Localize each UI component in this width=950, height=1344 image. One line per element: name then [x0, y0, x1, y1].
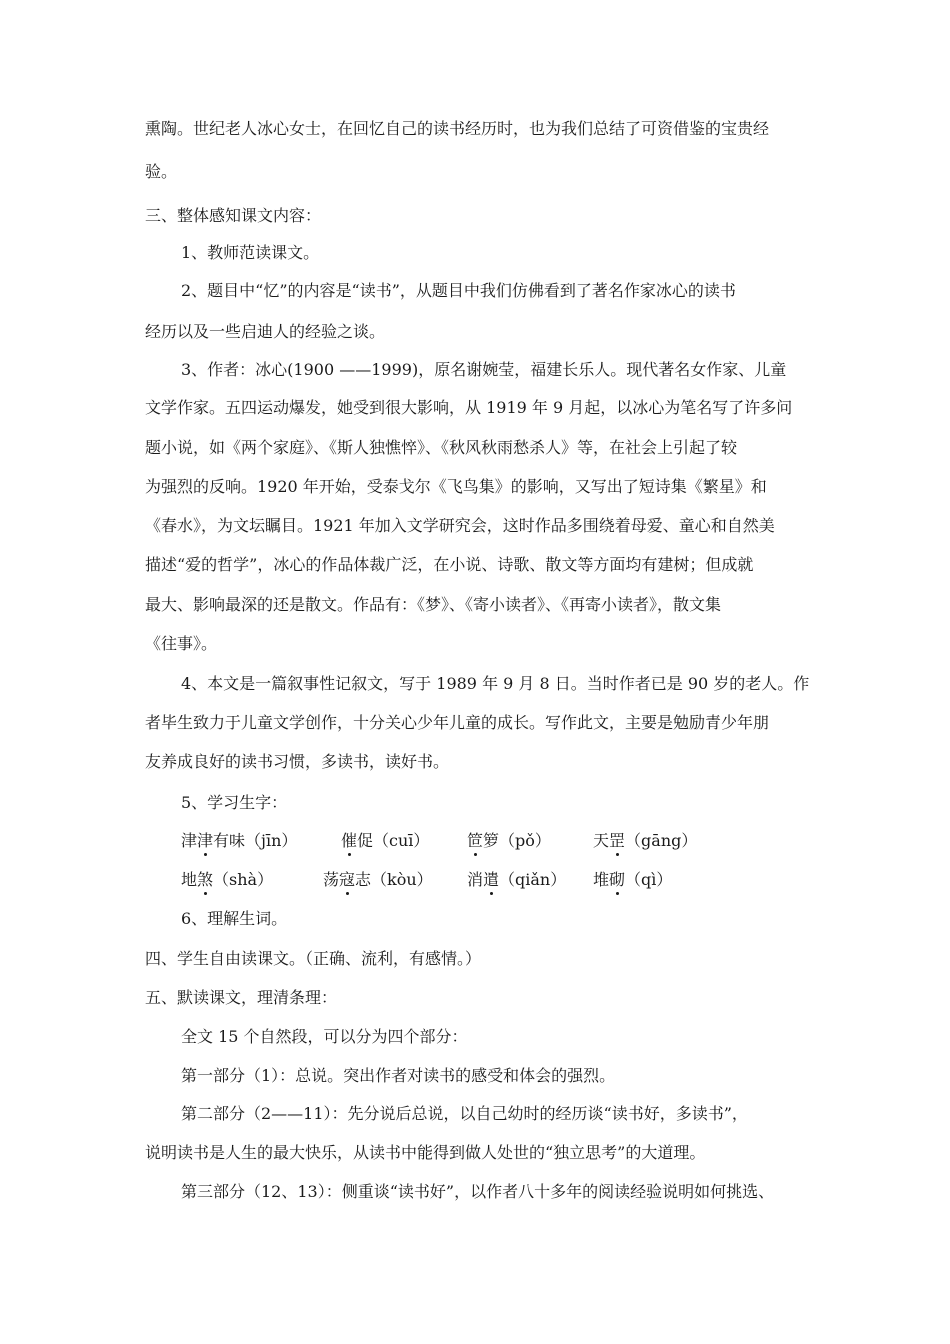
section-heading: 三、整体感知课文内容： — [145, 206, 322, 225]
text-line: 最大、影响最深的还是散文。作品有：《梦》、《寄小读者》、《再寄小读者》，散文集 — [145, 595, 722, 614]
text-line: 友养成良好的读书习惯，多读书，读好书。 — [145, 752, 450, 771]
vocab-item: 天罡（gāng） — [593, 831, 698, 850]
text-line: 验。 — [145, 162, 178, 181]
section-heading: 五、默读课文，理清条理： — [145, 988, 338, 1007]
text-line: 1、教师范读课文。 — [181, 243, 320, 262]
text-line: 全文 15 个自然段，可以分为四个部分： — [181, 1027, 468, 1046]
text-line: 《往事》。 — [145, 634, 218, 653]
text-line: 2、题目中“忆”的内容是“读书”，从题目中我们仿佛看到了著名作家冰心的读书 — [181, 281, 736, 300]
text-line: 4、本文是一篇叙事性记叙文，写于 1989 年 9 月 8 日。当时作者已是 90 岁的老人。作 — [181, 674, 810, 693]
text-line: 说明读书是人生的最大快乐，从读书中能得到做人处世的“独立思考”的大道理。 — [145, 1143, 706, 1162]
text-line: 为强烈的反响。1920 年开始，受泰戈尔《飞鸟集》的影响，又写出了短诗集《繁星》和 — [145, 477, 767, 496]
text-line: 者毕生致力于儿童文学创作，十分关心少年儿童的成长。写作此文，主要是勉励青少年朋 — [145, 713, 770, 732]
text-line: 文学作家。五四运动爆发，她受到很大影响，从 1919 年 9 月起，以冰心为笔名写了许多问 — [145, 398, 793, 417]
text-line: 题小说，如《两个家庭》、《斯人独憔悴》、《秋风秋雨愁杀人》等，在社会上引起了较 — [145, 438, 738, 457]
section-heading: 四、学生自由读课文。（正确、流利，有感情。） — [145, 949, 482, 968]
text-line: 熏陶。世纪老人冰心女士，在回忆自己的读书经历时，也为我们总结了可资借鉴的宝贵经 — [145, 119, 770, 138]
text-line: 经历以及一些启迪人的经验之谈。 — [145, 322, 386, 341]
text-line: 第一部分（1）：总说。突出作者对读书的感受和体会的强烈。 — [181, 1066, 616, 1085]
vocab-item: 催促（cuī） — [341, 831, 430, 850]
text-line: 6、理解生词。 — [181, 909, 288, 928]
vocab-item: 津津有味（jīn） — [181, 831, 298, 850]
text-line: 第三部分（12、13）：侧重谈“读书好”，以作者八十多年的阅读经验说明如何挑选、 — [181, 1182, 775, 1201]
text-line: 第二部分（2——11）：先分说后总说，以自己幼时的经历谈“读书好，多读书”， — [181, 1104, 748, 1123]
vocab-item: 地煞（shà） — [181, 870, 274, 889]
vocab-item: 堆砌（qì） — [593, 870, 673, 889]
section-heading: 5、学习生字： — [181, 793, 288, 812]
vocab-item: 消遣（qiǎn） — [467, 870, 567, 889]
vocab-item: 笸箩（pǒ） — [467, 831, 551, 850]
text-line: 3、作者：冰心(1900 ——1999)，原名谢婉莹，福建长乐人。现代著名女作家、儿童 — [181, 360, 787, 379]
text-line: 《春水》，为文坛瞩目。1921 年加入文学研究会，这时作品多围绕着母爱、童心和自然美 — [145, 516, 775, 535]
text-line: 描述“爱的哲学”，冰心的作品体裁广泛，在小说、诗歌、散文等方面均有建树；但成就 — [145, 555, 754, 574]
vocab-item: 荡寇志（kòu） — [323, 870, 433, 889]
